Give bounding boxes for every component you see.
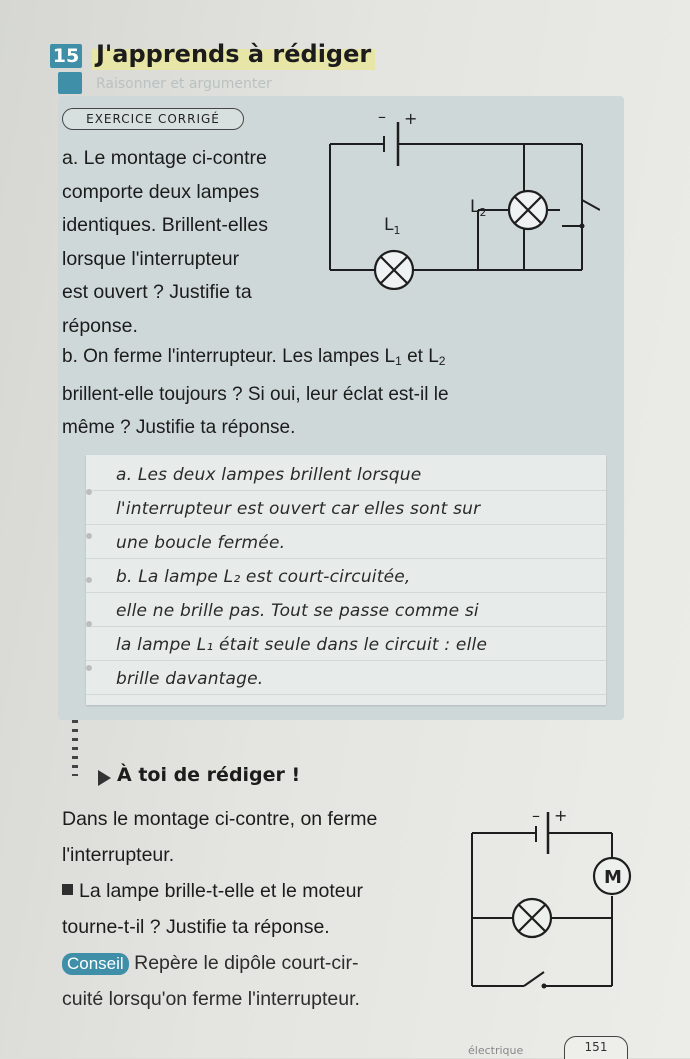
exercise-heading: À toi de rédiger !	[117, 764, 301, 786]
answer-line: brille davantage.	[116, 669, 264, 689]
question-b	[62, 340, 602, 444]
battery-minus-label: –	[378, 107, 386, 126]
question-b-line: même ? Justifie ta réponse.	[62, 417, 296, 438]
lamp-l2-label: $L_2$	[470, 197, 487, 219]
answer-line: b. La lampe L₂ est court-circuitée,	[116, 567, 411, 587]
motor-label: M	[604, 867, 622, 888]
dotted-marker	[72, 720, 78, 776]
lamp-l2	[509, 191, 547, 229]
answer-line: a. Les deux lampes brillent lorsque	[116, 465, 422, 485]
answer-line: la lampe L₁ était seule dans le circuit : elle	[116, 635, 488, 655]
question-a-line: comporte deux lampes	[62, 180, 260, 203]
question-a-line: a. Le montage ci-contre	[62, 147, 267, 169]
exercise-question: La lampe brille-t-elle et le moteur	[62, 873, 452, 909]
battery-minus-label: –	[532, 806, 540, 825]
answer-line: une boucle fermée.	[116, 533, 286, 553]
circuit-diagram-2	[452, 806, 672, 1006]
tip: Conseil Repère le dipôle court-cir-	[62, 945, 452, 981]
tip-line: cuité lorsqu'on ferme l'interrupteur.	[62, 988, 360, 1010]
skill-icon	[58, 72, 82, 94]
question-a-line: réponse.	[62, 314, 138, 337]
lamp-l1-label: $L_1$	[384, 215, 401, 237]
battery-plus-label: +	[404, 109, 418, 128]
question-a-line: est ouvert ? Justifie ta	[62, 281, 252, 303]
exercise-line: l'interrupteur.	[62, 844, 175, 866]
question-b-line: b. On ferme l'interrupteur. Les lampes $L_1$ et $L_2$	[62, 346, 446, 368]
bullet-icon	[62, 884, 73, 895]
page-number: 151	[564, 1036, 628, 1059]
arrow-icon	[98, 770, 111, 786]
question-a	[62, 142, 312, 343]
exercise-number-badge: 15	[50, 44, 82, 68]
answer-line: elle ne brille pas. Tout se passe comme si	[116, 601, 479, 621]
answer-text	[116, 458, 596, 696]
footer-text: électrique	[468, 1044, 524, 1057]
lamp-l1	[375, 251, 413, 289]
exercise-line: tourne-t-il ? Justifie ta réponse.	[62, 916, 330, 938]
circuit-diagram-1	[300, 100, 600, 290]
exercise-text	[62, 801, 452, 1017]
exercise-line: Dans le montage ci-contre, on ferme	[62, 808, 378, 830]
question-a-line: identiques. Brillent-elles	[62, 214, 268, 236]
page-title: J'apprends à rédiger	[92, 38, 375, 70]
tip-badge: Conseil	[62, 953, 129, 975]
battery-plus-label: +	[554, 806, 568, 825]
answer-line: l'interrupteur est ouvert car elles sont sur	[116, 499, 481, 519]
corrected-exercise-tag: EXERCICE CORRIGÉ	[62, 108, 244, 130]
lamp	[513, 899, 551, 937]
question-b-line: brillent-elle toujours ? Si oui, leur éclat est-il le	[62, 384, 449, 405]
question-a-line: lorsque l'interrupteur	[62, 247, 240, 270]
page-subtitle: Raisonner et argumenter	[96, 76, 272, 92]
